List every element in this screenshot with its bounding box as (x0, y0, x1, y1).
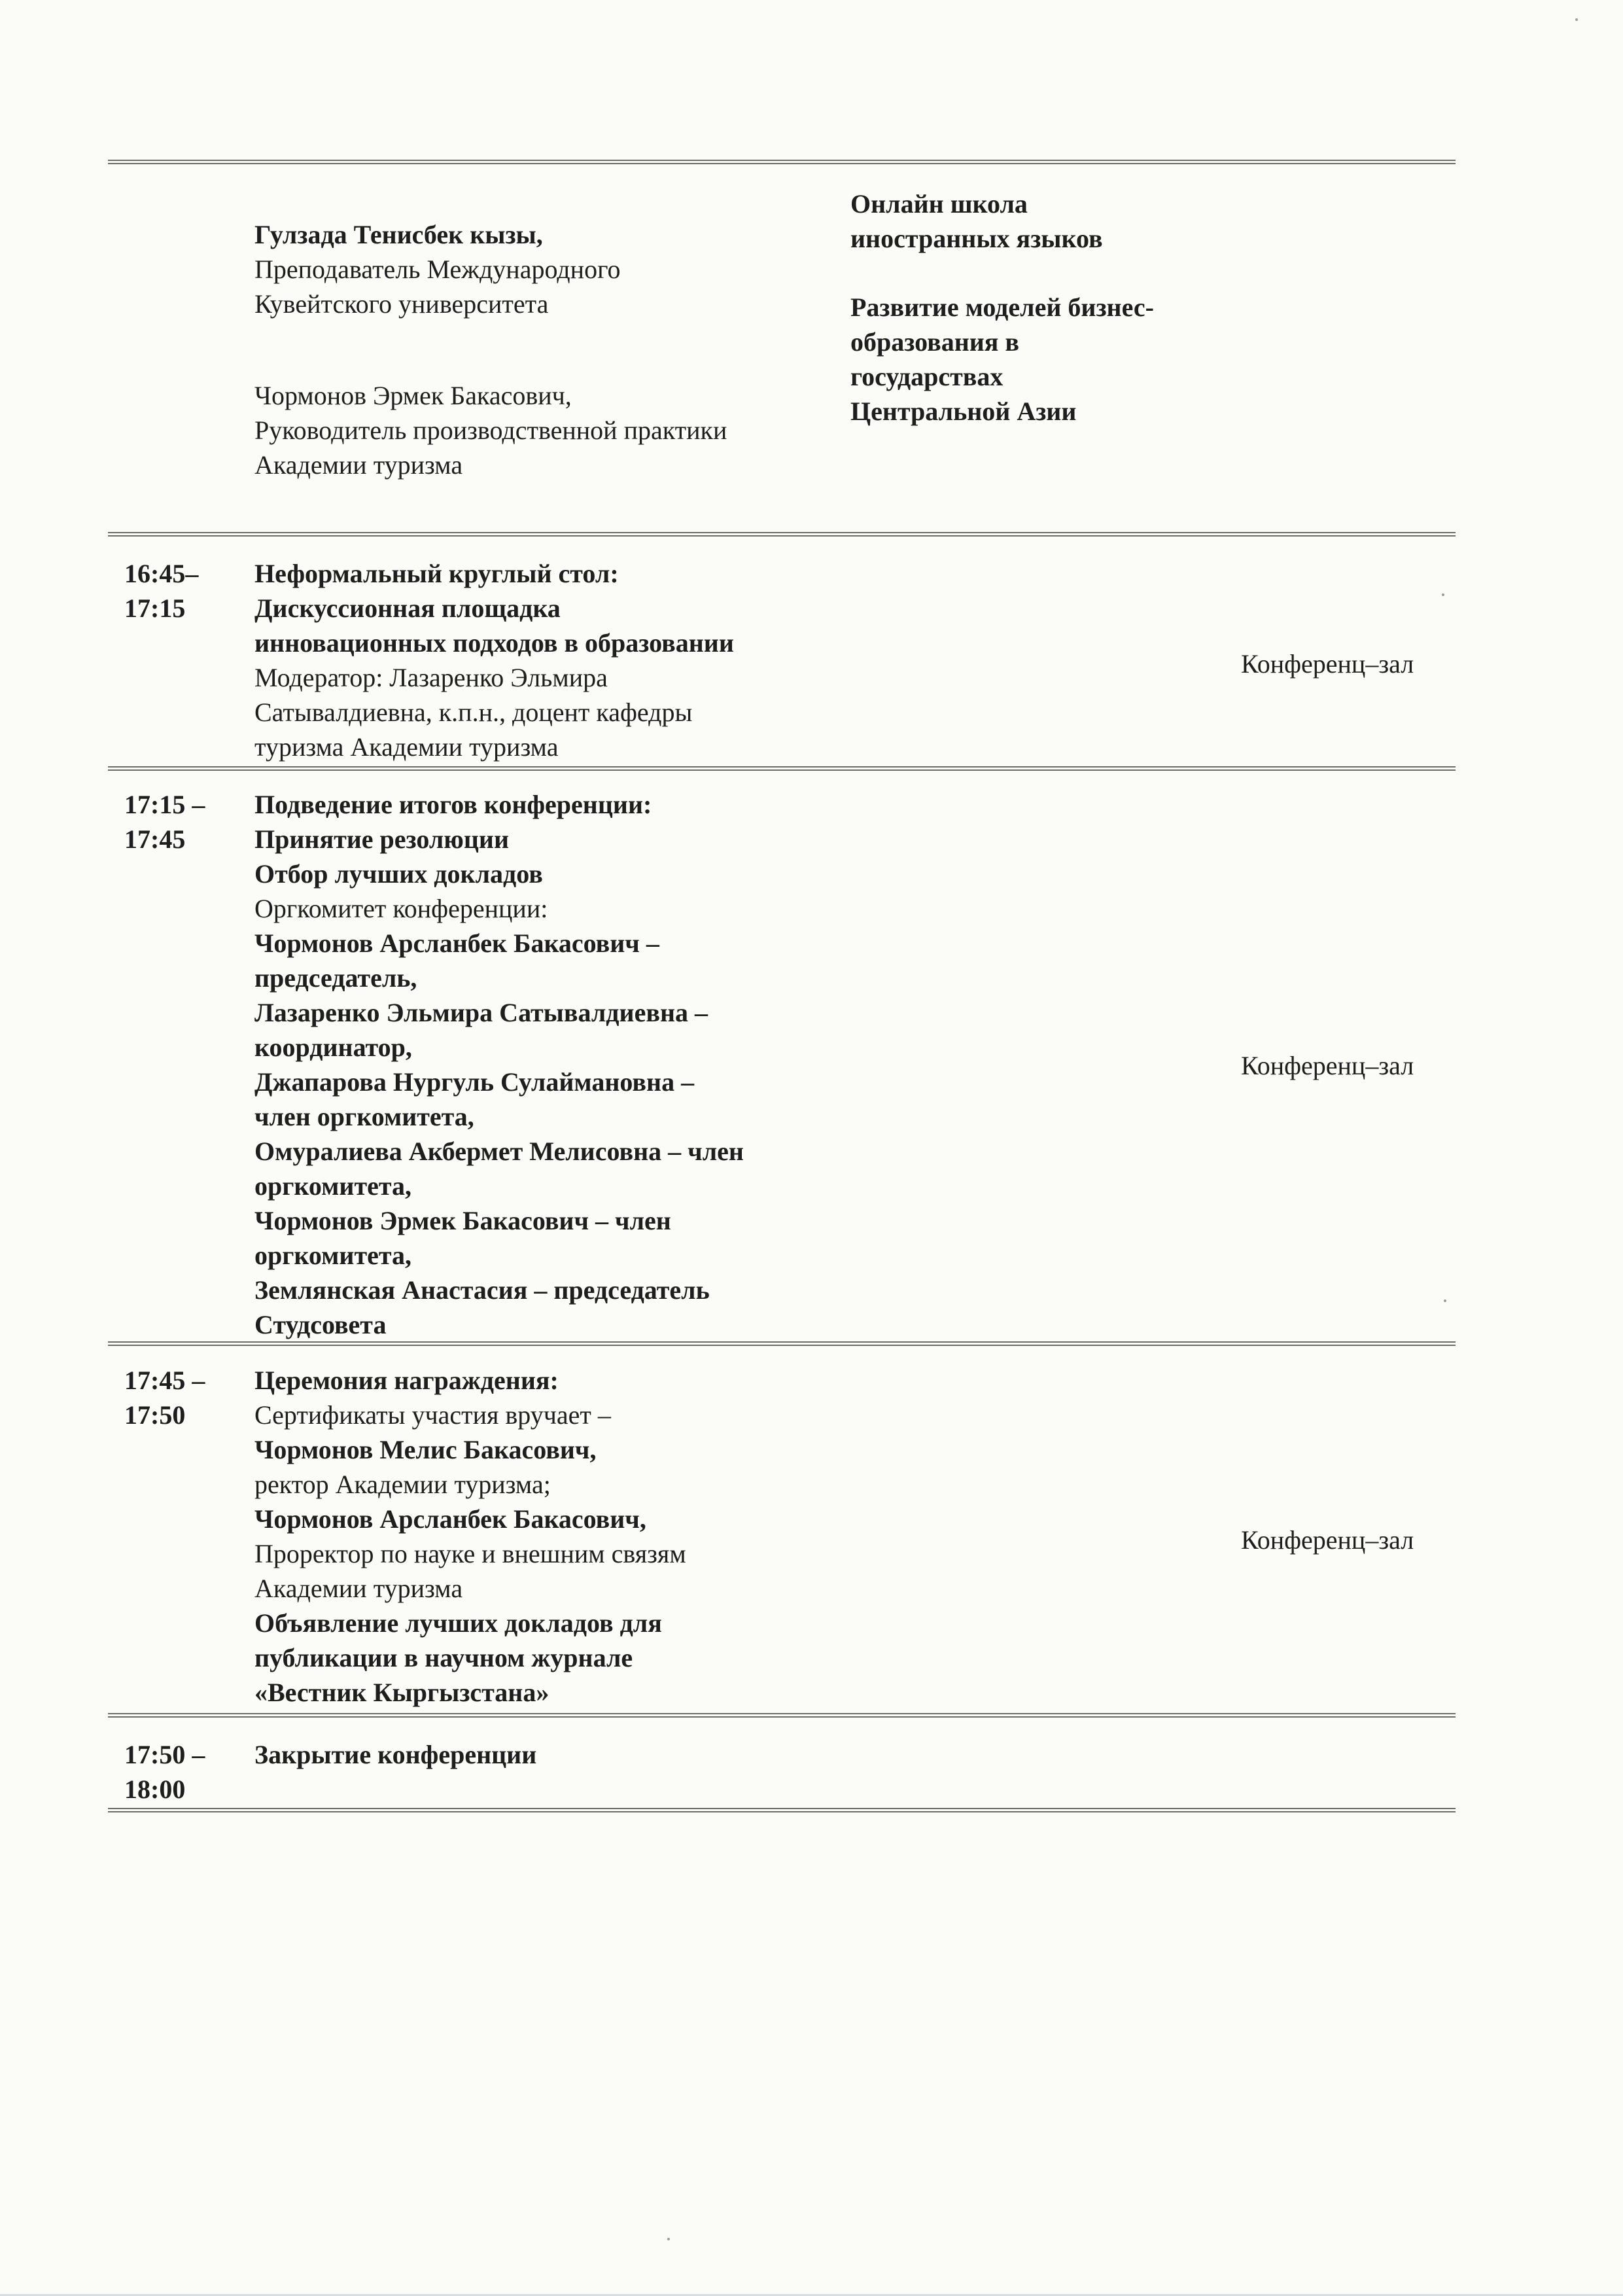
speaker-name: Чормонов Эрмек Бакасович, (254, 381, 572, 410)
row2-description (254, 556, 734, 764)
session-title: Церемония награждения: (254, 1366, 559, 1395)
speaker-position: Руководитель производственной практики (254, 415, 727, 445)
time-start: 16:45– (124, 559, 199, 588)
table-rule-top (108, 160, 1456, 164)
row1-speakers (254, 217, 727, 482)
committee-member: председатель, (254, 963, 417, 993)
committee-member: Студсовета (254, 1310, 387, 1339)
topic-line: образования в (850, 327, 1020, 357)
session-title: Принятие резолюции (254, 824, 510, 854)
row2-time (124, 556, 198, 626)
session-detail: Сатывалдиевна, к.п.н., доцент кафедры (254, 698, 693, 727)
committee-member: Землянская Анастасия – председатель (254, 1275, 710, 1305)
scan-speck (1575, 18, 1578, 21)
session-title: Отбор лучших докладов (254, 859, 543, 889)
row3-description (254, 787, 744, 1342)
time-end: 17:15 (124, 593, 186, 623)
time-end: 17:45 (124, 824, 186, 854)
row4-description (254, 1363, 686, 1710)
row4-time (124, 1363, 205, 1432)
topic-line: иностранных языков (850, 224, 1103, 253)
scan-speck (1444, 1299, 1446, 1302)
table-rule (108, 532, 1456, 537)
scan-speck (667, 2238, 670, 2240)
session-title: Дискуссионная площадка (254, 593, 561, 623)
table-rule (108, 766, 1456, 771)
row2-venue: Конференц–зал (1241, 649, 1414, 679)
presenter-position: Академии туризма (254, 1574, 463, 1603)
presenter-position: ректор Академии туризма; (254, 1470, 551, 1499)
scan-speck (1442, 593, 1444, 596)
presenter-position: Проректор по науке и внешним связям (254, 1539, 686, 1568)
committee-member: Омуралиева Акбермет Мелисовна – член (254, 1137, 744, 1166)
committee-member: Лазаренко Эльмира Сатывалдиевна – (254, 998, 708, 1027)
session-title: Неформальный круглый стол: (254, 559, 619, 588)
topic-line: Центральной Азии (850, 397, 1077, 426)
row4-venue: Конференц–зал (1241, 1525, 1414, 1555)
committee-member: Джапарова Нургуль Сулаймановна – (254, 1067, 695, 1097)
committee-member: оргкомитета, (254, 1241, 411, 1270)
table-rule-bottom (108, 1808, 1456, 1812)
presenter-name: Чормонов Мелис Бакасович, (254, 1435, 597, 1464)
committee-member: координатор, (254, 1033, 412, 1062)
session-detail: туризма Академии туризма (254, 732, 559, 762)
announcement: Объявление лучших докладов для (254, 1608, 662, 1638)
time-start: 17:50 – (124, 1740, 205, 1769)
announcement: публикации в научном журнале (254, 1643, 633, 1672)
session-title: инновационных подходов в образовании (254, 628, 734, 658)
session-title: Подведение итогов конференции: (254, 790, 652, 819)
time-end: 17:50 (124, 1400, 186, 1430)
table-rule (108, 1713, 1456, 1718)
speaker-name: Гулзада Тенисбек кызы, (254, 220, 543, 249)
announcement: «Вестник Кыргызстана» (254, 1678, 550, 1707)
topic-line: Развитие моделей бизнес- (850, 292, 1154, 322)
presenter-name: Чормонов Арсланбек Бакасович, (254, 1504, 646, 1534)
table-rule (108, 1341, 1456, 1346)
time-end: 18:00 (124, 1775, 186, 1804)
speaker-position: Преподаватель Международного (254, 255, 621, 284)
row5-description (254, 1737, 536, 1772)
session-detail: Модератор: Лазаренко Эльмира (254, 663, 608, 692)
session-detail: Сертификаты участия вручает – (254, 1400, 611, 1430)
committee-member: Чормонов Эрмек Бакасович – член (254, 1206, 671, 1235)
committee-member: оргкомитета, (254, 1171, 411, 1201)
session-detail: Оргкомитет конференции: (254, 894, 548, 923)
time-start: 17:15 – (124, 790, 205, 819)
topic-line: Онлайн школа (850, 189, 1028, 219)
time-start: 17:45 – (124, 1366, 205, 1395)
row5-time (124, 1737, 205, 1807)
committee-member: Чормонов Арсланбек Бакасович – (254, 928, 659, 958)
row1-topics (850, 186, 1154, 429)
session-title: Закрытие конференции (254, 1740, 537, 1769)
committee-member: член оргкомитета, (254, 1102, 474, 1131)
speaker-position: Академии туризма (254, 450, 463, 480)
row3-venue: Конференц–зал (1241, 1051, 1414, 1080)
topic-line: государствах (850, 362, 1003, 391)
speaker-position: Кувейтского университета (254, 289, 549, 319)
row3-time (124, 787, 205, 857)
